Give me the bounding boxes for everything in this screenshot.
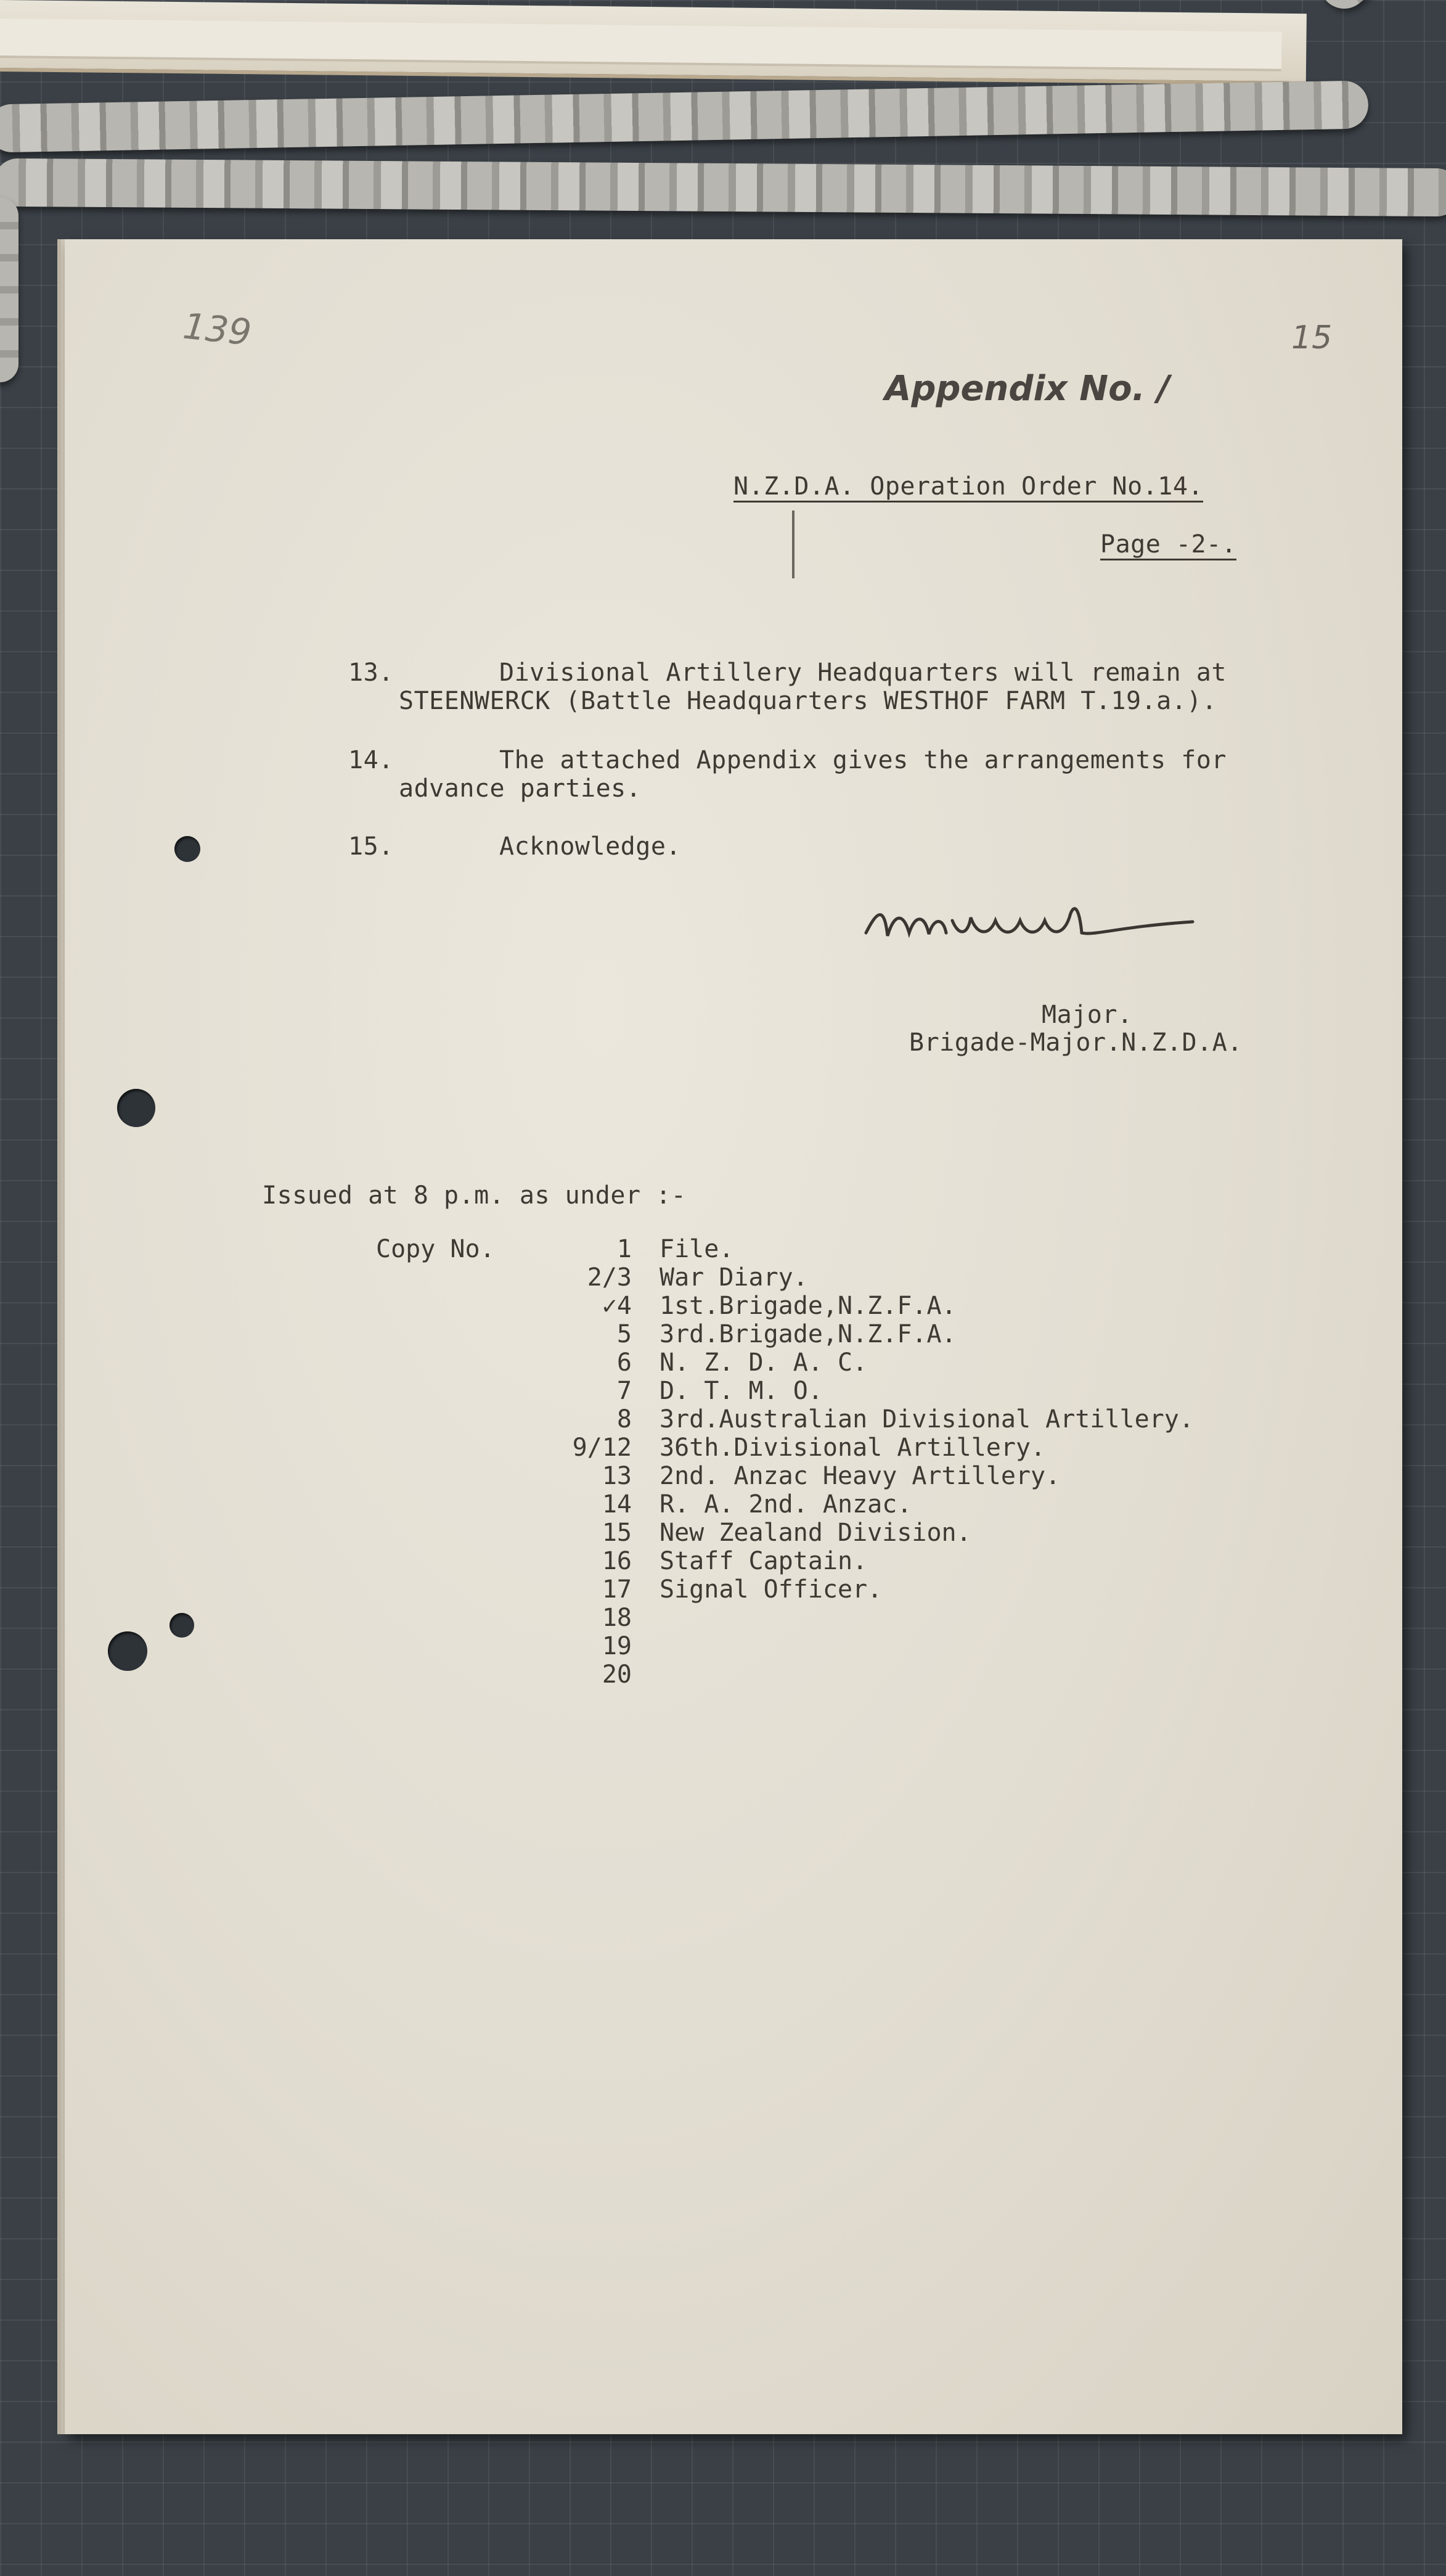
copy-recipient: Signal Officer. (660, 1575, 883, 1604)
punch-hole (117, 1089, 155, 1127)
copy-number: 13 (602, 1462, 632, 1490)
page-marker: Page -2-. (1100, 530, 1236, 560)
list-item (376, 1604, 1194, 1632)
signatory-appointment: Brigade-Major.N.Z.D.A. (909, 1028, 1243, 1057)
issued-line: Issued at 8 p.m. as under :- (262, 1181, 687, 1210)
list-item (376, 1575, 1194, 1604)
signatory-rank: Major. (1042, 1001, 1133, 1029)
copy-number: 17 (602, 1575, 632, 1604)
punch-hole (170, 1613, 194, 1638)
copy-recipient (660, 1604, 1194, 1632)
copy-recipient: War Diary. (660, 1263, 808, 1292)
copy-recipient: Staff Captain. (660, 1547, 868, 1575)
copy-recipient: 3rd.Brigade,N.Z.F.A. (660, 1320, 957, 1348)
copy-recipient: 2nd. Anzac Heavy Artillery. (660, 1462, 1061, 1490)
document-page (65, 239, 1402, 2434)
list-item (376, 1632, 1194, 1660)
list-item (376, 1434, 1194, 1462)
copy-number: 20 (602, 1660, 632, 1689)
copy-recipient: N. Z. D. A. C. (660, 1348, 868, 1377)
paragraph-text: advance parties. (399, 774, 642, 803)
list-item (376, 1320, 1194, 1348)
list-item (376, 1519, 1194, 1547)
copy-recipient: 36th.Divisional Artillery. (660, 1434, 1046, 1462)
paragraph-number: 15. (348, 832, 394, 861)
list-item (376, 1263, 1194, 1292)
distribution-list (376, 1235, 1194, 1689)
copy-recipient: 1st.Brigade,N.Z.F.A. (660, 1292, 957, 1320)
copy-number: 15 (602, 1519, 632, 1547)
paragraph-text: Acknowledge. (499, 832, 681, 861)
copy-recipient: 3rd.Australian Divisional Artillery. (660, 1405, 1194, 1434)
list-item (376, 1660, 1194, 1689)
copy-number: 1 (616, 1235, 632, 1263)
list-item (376, 1405, 1194, 1434)
copy-recipient: New Zealand Division. (660, 1519, 971, 1547)
copy-number: 7 (616, 1377, 632, 1405)
copy-number: 2/3 (587, 1263, 632, 1292)
copy-label: Copy No. (376, 1235, 495, 1263)
copy-recipient: File. (660, 1235, 734, 1263)
paragraph-number: 13. (348, 658, 394, 687)
list-item (376, 1235, 1194, 1263)
folio-number: 139 (181, 305, 253, 354)
order-title: N.Z.D.A. Operation Order No.14. (733, 472, 1203, 502)
punch-hole (174, 836, 200, 862)
list-item (376, 1490, 1194, 1519)
binding-cord (0, 80, 1369, 152)
list-item (376, 1292, 1194, 1320)
appendix-heading: Appendix No. / (884, 369, 1170, 409)
paragraph-text: STEENWERCK (Battle Headquarters WESTHOF FARM T.19.a.). (399, 687, 1217, 715)
copy-recipient (660, 1632, 1194, 1660)
copy-recipient (660, 1660, 1194, 1689)
copy-number: 16 (602, 1547, 632, 1575)
file-sheet (0, 18, 1282, 72)
file-stack-background (0, 0, 1307, 85)
paragraph-text: Divisional Artillery Headquarters will remain at (499, 658, 1227, 687)
paragraph-number: 14. (348, 746, 394, 774)
list-item (376, 1462, 1194, 1490)
binding-cord (0, 197, 18, 382)
copy-recipient: R. A. 2nd. Anzac. (660, 1490, 912, 1519)
page-corner-number: 15 (1291, 319, 1333, 356)
copy-number: 8 (616, 1405, 632, 1434)
copy-number: 14 (602, 1490, 632, 1519)
signature-mark (860, 884, 1205, 958)
list-item (376, 1377, 1194, 1405)
copy-number: 18 (602, 1604, 632, 1632)
paragraph-text: The attached Appendix gives the arrangements for (499, 746, 1227, 774)
list-item (376, 1547, 1194, 1575)
punch-hole (108, 1631, 147, 1671)
ink-stroke (792, 511, 794, 578)
copy-number: ✓4 (602, 1292, 632, 1320)
binding-cord (1310, 0, 1446, 18)
copy-number: 6 (616, 1348, 632, 1377)
list-item (376, 1348, 1194, 1377)
copy-number: 19 (602, 1632, 632, 1660)
binding-cord (0, 158, 1446, 217)
copy-number: 9/12 (572, 1434, 632, 1462)
copy-recipient: D. T. M. O. (660, 1377, 823, 1405)
copy-number: 5 (616, 1320, 632, 1348)
